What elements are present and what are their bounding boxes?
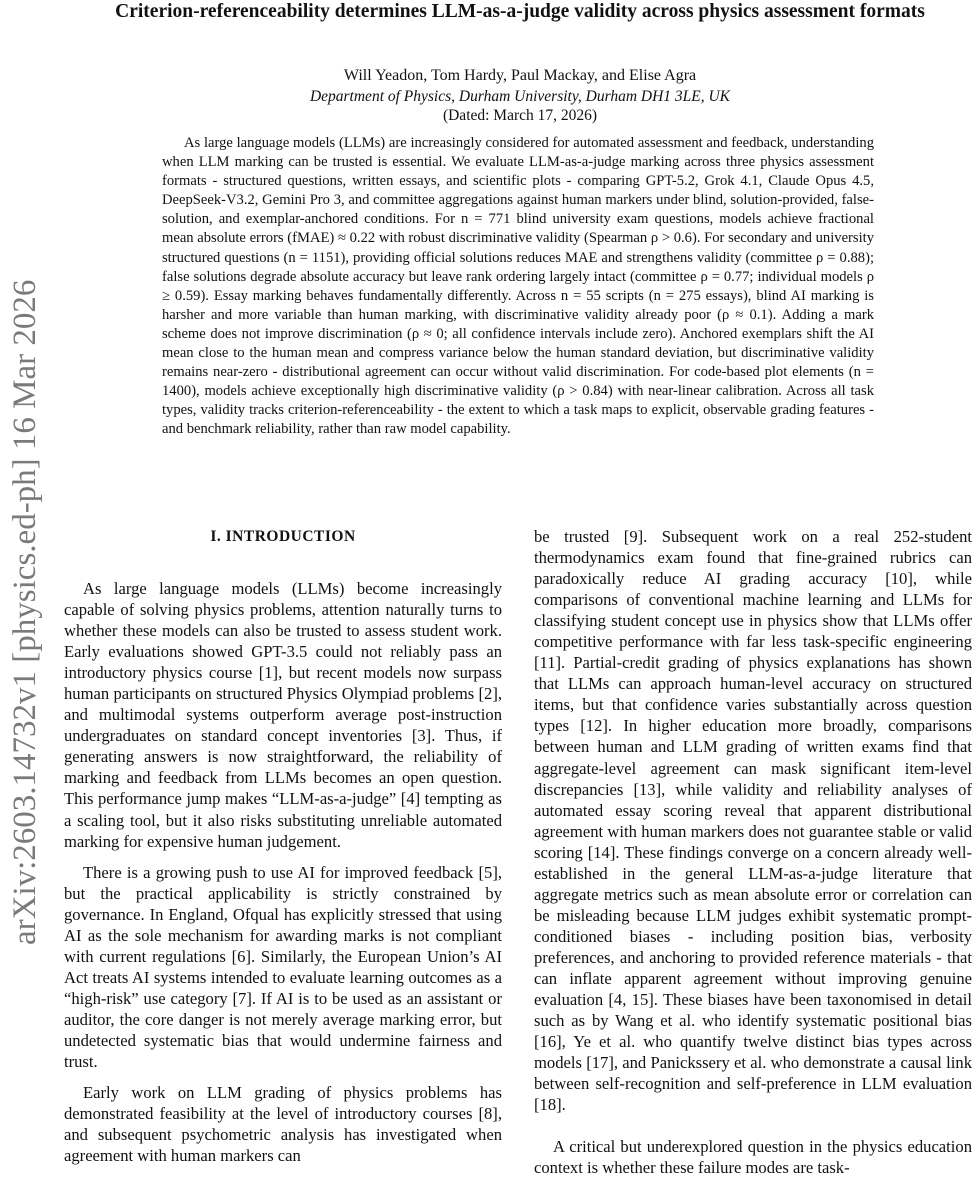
left-column [64,526,502,1166]
abstract: As large language models (LLMs) are increasingly considered for automated assessment and feedback, understanding when LLM marking can be trusted is essential. We evaluate LLM-as-a-judge marking across three physics assessment formats - structured questions, written essays, and scientific plots - comparing GPT-5.2, Grok 4.1, Claude Opus 4.5, DeepSeek-V3.2, Gemini Pro 3, and committee aggregations against human markers under blind, solution-provided, false-solution, and exemplar-anchored conditions. For n = 771 blind university exam questions, models achieve fractional mean absolute errors (fMAE) ≈ 0.22 with robust discriminative validity (Spearman ρ > 0.6). For secondary and university structured questions (n = 1151), providing official solutions reduces MAE and strengthens validity (committee ρ = 0.88); false solutions degrade absolute accuracy but leave rank ordering largely intact (committee ρ = 0.77; individual models ρ ≥ 0.59). Essay marking behaves fundamentally differently. Across n = 55 scripts (n = 275 essays), blind AI marking is harsher and more variable than human marking, with discriminative validity already poor (ρ ≈ 0.1). Adding a mark scheme does not improve discrimination (ρ ≈ 0; all confidence intervals include zero). Anchored exemplars shift the AI mean close to the human mean and compress variance below the human standard deviation, but discriminative validity remains near-zero - distributional agreement can occur without valid discrimination. For code-based plot elements (n = 1400), models achieve exceptionally high discriminative validity (ρ > 0.84) with near-linear calibration. Across all task types, validity tracks criterion-referenceability - the extent to which a task maps to explicit, observable grading features - and benchmark reliability, rather than raw model capability. [162,135,874,438]
paragraph: A critical but underexplored question in the physics education context is whether these failure modes are task- [534,1137,972,1178]
paragraph: Early work on LLM grading of physics problems has demonstrated feasibility at the level of introductory courses [8], and subsequent psychometric analysis has investigated when agreement with human markers can [64,1083,502,1166]
paragraph: be trusted [9]. Subsequent work on a real 252-student thermodynamics exam found that fine-grained rubrics can paradoxically reduce AI grading accuracy [10], while comparisons of conventional machine learning and LLMs for classifying student concept use in physics show that LLMs offer competitive performance with far less task-specific engineering [11]. Partial-credit grading of physics explanations has shown that LLMs can approach human-level accuracy on structured items, but that confidence varies substantially across question types [12]. In higher education more broadly, comparisons between human and LLM grading of written exams find that aggregate-level agreement can mask significant item-level discrepancies [13], while validity and reliability analyses of automated essay scoring reveal that apparent distributional agreement with human markers does not guarantee stable or valid scoring [14]. These findings converge on a concern already well-established in the general LLM-as-a-judge literature that aggregate metrics such as mean absolute error or correlation can be misleading because LLM judges exhibit systematic prompt-conditioned biases - including position bias, verbosity preferences, and anchoring to provided reference materials - that can inflate apparent agreement without improving genuine evaluation [4, 15]. These biases have been taxonomised in detail such as by Wang et al. who identify systematic positional bias [16], Ye et al. who quantify twelve distinct bias types across models [17], and Panickssery et al. who demonstrate a causal link between self-recognition and self-preference in LLM evaluation [18]. [534,527,972,1115]
paragraph: As large language models (LLMs) become increasingly capable of solving physics problems, attention naturally turns to whether these models can also be trusted to assess student work. Early evaluations showed GPT-3.5 could not reliably pass an introductory physics course [1], but recent models now surpass human participants on structured Physics Olympiad problems [2], and multimodal systems outperform average post-instruction undergraduates on standard concept inventories [3]. Thus, if generating answers is now straightforward, the reliability of marking and feedback from LLMs becomes an open question. This performance jump makes “LLM-as-a-judge” [4] tempting as a scaling tool, but it also risks substituting unreliable automated marking for expensive human judgement. [64,579,502,851]
author-list: Will Yeadon, Tom Hardy, Paul Mackay, and Elise Agra [343,67,697,84]
paper-title: Criterion-referenceability determines LLM-as-a-judge validity across physics assessment formats [115,1,925,22]
arxiv-stamp: arXiv:2603.14732v1 [physics.ed-ph] 16 Mar 2026 [7,279,43,945]
paragraph: There is a growing push to use AI for improved feedback [5], but the practical applicability is strictly constrained by governance. In England, Ofqual has explicitly stressed that using AI as the sole mechanism for awarding marks is not compliant with current regulations [6]. Similarly, the European Union’s AI Act treats AI systems intended to evaluate learning outcomes as a “high-risk” use category [7]. If AI is to be used as an assistant or auditor, the core danger is not merely average marking error, but undetected systematic bias that would undermine fairness and trust. [64,862,502,1072]
right-column [534,526,972,1178]
affiliation: Department of Physics, Durham University, Durham DH1 3LE, UK [309,88,731,105]
date-line: (Dated: March 17, 2026) [442,107,598,124]
section-heading: I. INTRODUCTION [210,528,356,545]
